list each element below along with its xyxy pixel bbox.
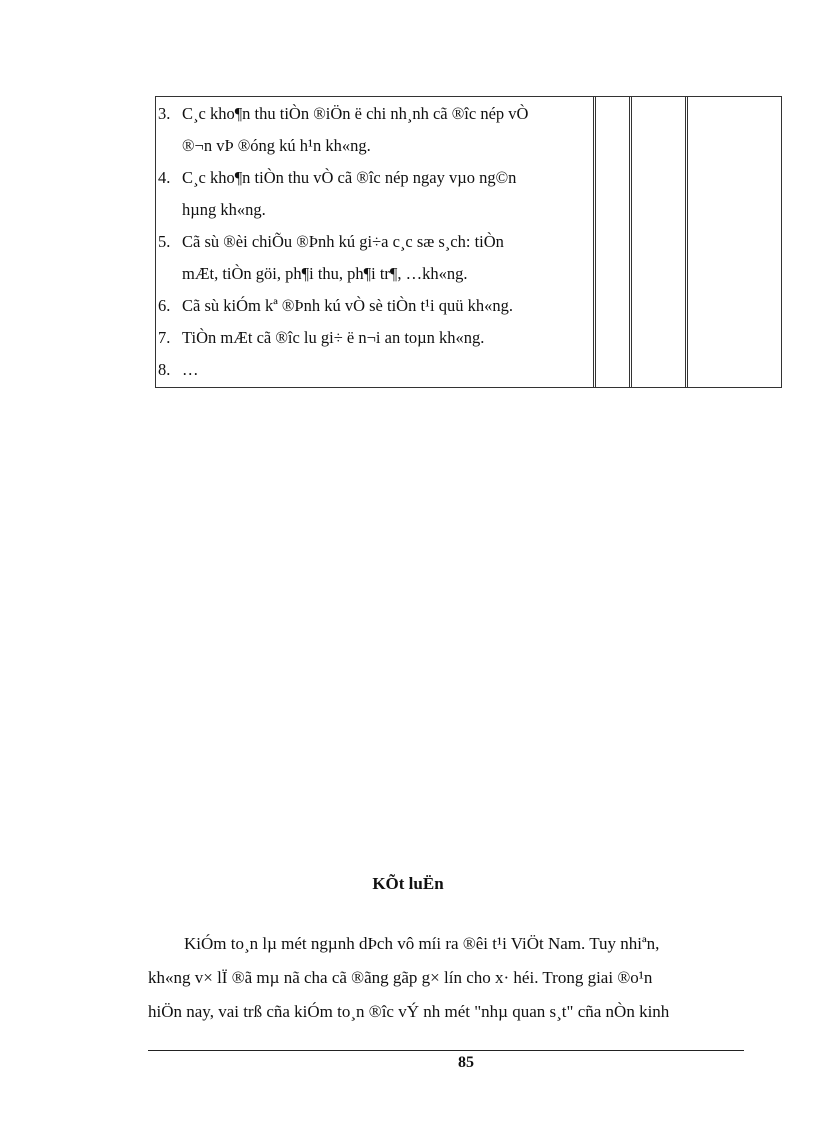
item-number: 7.	[158, 328, 171, 347]
paragraph-line: KiÓm to¸n lµ mét ngµnh dÞch vô míi ra ®êi t¹i ViÖt Nam. Tuy nhiªn,	[184, 934, 660, 953]
column-divider	[629, 97, 632, 387]
item-text	[182, 321, 594, 353]
item-number: 5.	[158, 232, 171, 251]
column-divider	[593, 97, 596, 387]
item-text-line: hµng kh«ng.	[182, 200, 266, 219]
item-text	[182, 225, 594, 289]
item-number: 4.	[158, 168, 171, 187]
column-divider	[685, 97, 688, 387]
footer-rule	[148, 1050, 744, 1051]
checklist-table	[155, 96, 782, 388]
item-number: 3.	[158, 104, 171, 123]
item-number: 6.	[158, 296, 171, 315]
item-text	[182, 161, 594, 225]
item-text	[182, 289, 594, 321]
item-text-line: C¸c kho¶n thu tiÒn ®iÖn ë chi nh¸nh cã ®îc nép vÒ	[182, 104, 529, 123]
item-text-line: ®¬n vÞ ®óng kú h¹n kh«ng.	[182, 136, 371, 155]
checklist-question-column	[156, 97, 594, 387]
item-text-line: …	[182, 360, 199, 379]
item-text	[182, 353, 594, 385]
item-text-line: TiÒn mÆt cã ®îc lu gi÷ ë n¬i an toµn kh«ng.	[182, 328, 485, 347]
item-text	[182, 97, 594, 161]
page-number: 85	[458, 1054, 474, 1071]
item-text-line: C¸c kho¶n tiÒn thu vÒ cã ®îc nép ngay vµo ng©n	[182, 168, 517, 187]
conclusion-paragraph	[148, 934, 766, 1036]
item-text-line: mÆt, tiÒn göi, ph¶i thu, ph¶i tr¶, …kh«ng.	[182, 264, 468, 283]
paragraph-line: hiÖn nay, vai trß cña kiÓm to¸n ®îc vÝ nh mét "nhµ quan s¸t" cña nÒn kinh	[148, 1002, 670, 1021]
item-number: 8.	[158, 360, 171, 379]
item-text-line: Cã sù ®èi chiÕu ®Þnh kú gi÷a c¸c sæ s¸ch: tiÒn	[182, 232, 504, 251]
item-text-line: Cã sù kiÓm kª ®Þnh kú vÒ sè tiÒn t¹i quü kh«ng.	[182, 296, 513, 315]
paragraph-line: kh«ng v× lÏ ®ã mµ nã cha cã ®ãng gãp g× lín cho x· héi. Trong giai ®o¹n	[148, 968, 653, 987]
conclusion-heading: KÕt luËn	[372, 874, 444, 893]
